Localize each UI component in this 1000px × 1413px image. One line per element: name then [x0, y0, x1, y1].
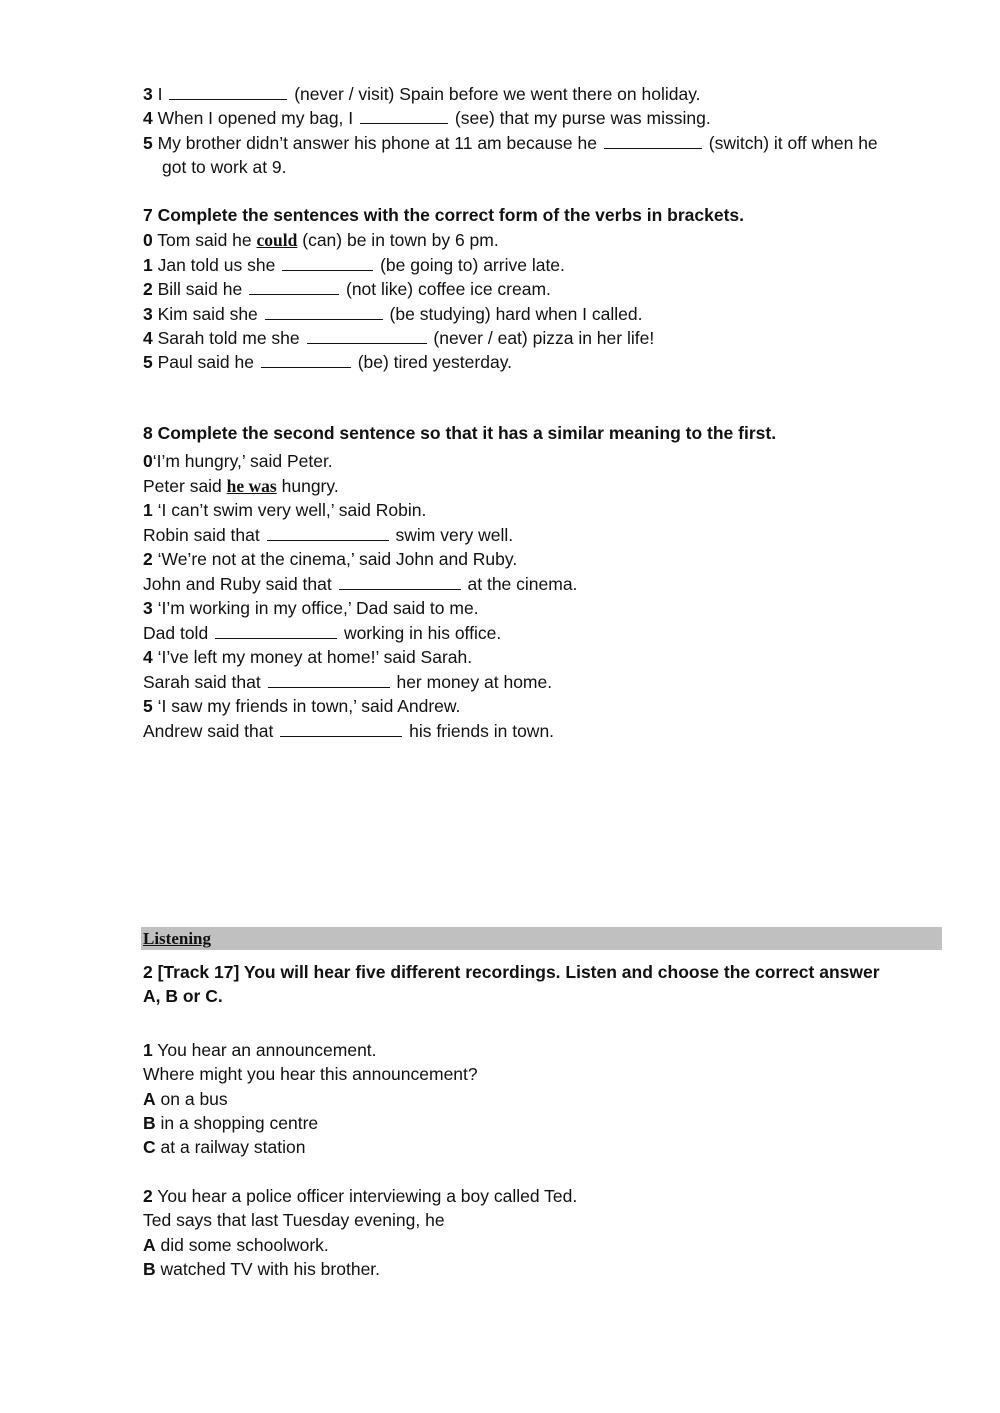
option-c[interactable]: [143, 1136, 305, 1158]
option-letter: A: [143, 1235, 156, 1255]
ex7-example: [143, 229, 499, 251]
item-number: 2: [143, 279, 153, 299]
item-text: Kim said she: [157, 304, 258, 324]
ex8-item-1-rewrite: [143, 524, 513, 546]
example-answer: he was: [226, 476, 277, 496]
answer-blank[interactable]: [169, 84, 287, 100]
item-number: 0: [143, 451, 153, 471]
option-letter: C: [143, 1137, 156, 1157]
item-text: My brother didn’t answer his phone at 11 am because he: [157, 133, 597, 153]
ex8-item-5-quote: [143, 695, 460, 717]
listening-title-line-2: A, B or C.: [143, 986, 223, 1006]
item-number: 3: [143, 84, 153, 104]
item-number: 2: [143, 549, 153, 569]
ex6-item-4: [143, 107, 711, 129]
item-number: 1: [143, 255, 153, 275]
ex6-item-5: [143, 132, 878, 154]
listening-q1-question: Where might you hear this announcement?: [143, 1064, 478, 1084]
listening-q2: [143, 1185, 577, 1207]
listening-heading-bar: [141, 927, 942, 950]
ex8-item-3-rewrite: [143, 622, 501, 644]
item-text: When I opened my bag, I: [157, 108, 354, 128]
quote-text: ‘I’ve left my money at home!’ said Sarah.: [157, 647, 473, 667]
item-hint: (be going to) arrive late.: [380, 255, 565, 275]
item-number: 3: [143, 304, 153, 324]
answer-blank[interactable]: [282, 255, 373, 271]
answer-blank[interactable]: [267, 525, 389, 541]
example-answer: could: [256, 230, 298, 250]
item-text: Dad told: [143, 623, 209, 643]
item-number: 5: [143, 133, 153, 153]
item-text: Jan told us she: [157, 255, 276, 275]
item-hint: (see) that my purse was missing.: [454, 108, 711, 128]
ex8-title: 8 Complete the second sentence so that it has a similar meaning to the first.: [143, 423, 777, 443]
item-hint: (switch) it off when he: [708, 133, 878, 153]
item-text: hungry.: [281, 476, 339, 496]
item-hint: (be) tired yesterday.: [357, 352, 513, 372]
item-hint: (be studying) hard when I called.: [389, 304, 643, 324]
item-text: John and Ruby said that: [143, 574, 332, 594]
option-b[interactable]: [143, 1258, 380, 1280]
item-text: at the cinema.: [467, 574, 578, 594]
answer-blank[interactable]: [215, 623, 337, 639]
ex7-item-4: [143, 327, 654, 349]
option-text: did some schoolwork.: [160, 1235, 329, 1255]
ex8-example-rewrite: [143, 475, 339, 497]
answer-blank[interactable]: [604, 133, 702, 149]
option-letter: B: [143, 1259, 156, 1279]
item-number: 2: [143, 1186, 153, 1206]
item-text: working in his office.: [343, 623, 502, 643]
item-text: Robin said that: [143, 525, 260, 545]
item-number: 4: [143, 647, 153, 667]
ex6-item-3: [143, 83, 701, 105]
answer-blank[interactable]: [268, 672, 390, 688]
option-text: watched TV with his brother.: [160, 1259, 381, 1279]
answer-blank[interactable]: [339, 574, 461, 590]
listening-title-line-1: 2 [Track 17] You will hear five different recordings. Listen and choose the correct answer: [143, 962, 880, 982]
ex8-item-1-quote: [143, 499, 426, 521]
option-b[interactable]: [143, 1112, 318, 1134]
item-text: his friends in town.: [409, 721, 555, 741]
item-number: 4: [143, 328, 153, 348]
quote-text: ‘I can’t swim very well,’ said Robin.: [157, 500, 427, 520]
ex8-item-2-quote: [143, 548, 517, 570]
item-text: I: [157, 84, 163, 104]
item-number: 5: [143, 352, 153, 372]
ex6-item-5-continued: got to work at 9.: [162, 157, 287, 177]
item-text: Tom said he: [157, 230, 252, 250]
listening-q2-question: Ted says that last Tuesday evening, he: [143, 1210, 445, 1230]
question-text: You hear a police officer interviewing a boy called Ted.: [157, 1186, 578, 1206]
item-text: Sarah said that: [143, 672, 261, 692]
option-letter: A: [143, 1089, 156, 1109]
option-text: in a shopping centre: [160, 1113, 319, 1133]
ex8-item-3-quote: [143, 597, 479, 619]
quote-text: ‘We’re not at the cinema,’ said John and Ruby.: [157, 549, 518, 569]
item-text: Peter said: [143, 476, 222, 496]
item-hint: (never / eat) pizza in her life!: [433, 328, 655, 348]
quote-text: ‘I’m hungry,’ said Peter.: [152, 451, 333, 471]
ex7-item-2: [143, 278, 551, 300]
item-number: 0: [143, 230, 153, 250]
option-a[interactable]: [143, 1234, 329, 1256]
option-text: at a railway station: [160, 1137, 306, 1157]
item-text: Bill said he: [157, 279, 243, 299]
item-text: her money at home.: [396, 672, 553, 692]
answer-blank[interactable]: [280, 721, 402, 737]
quote-text: ‘I’m working in my office,’ Dad said to me.: [157, 598, 479, 618]
item-number: 4: [143, 108, 153, 128]
item-number: 3: [143, 598, 153, 618]
item-number: 5: [143, 696, 153, 716]
listening-heading: Listening: [143, 929, 212, 948]
ex8-item-4-rewrite: [143, 671, 552, 693]
listening-q1: [143, 1039, 377, 1061]
item-text: Sarah told me she: [157, 328, 300, 348]
ex7-item-5: [143, 351, 512, 373]
item-text: Andrew said that: [143, 721, 274, 741]
item-hint: (not like) coffee ice cream.: [346, 279, 551, 299]
answer-blank[interactable]: [265, 304, 383, 320]
item-text: swim very well.: [395, 525, 514, 545]
item-text: Paul said he: [157, 352, 254, 372]
item-hint: (can) be in town by 6 pm.: [302, 230, 499, 250]
ex8-item-2-rewrite: [143, 573, 577, 595]
ex8-item-4-quote: [143, 646, 472, 668]
item-hint: (never / visit) Spain before we went there on holiday.: [294, 84, 701, 104]
answer-blank[interactable]: [307, 328, 427, 344]
option-text: on a bus: [160, 1089, 228, 1109]
option-letter: B: [143, 1113, 156, 1133]
answer-blank[interactable]: [261, 352, 351, 368]
item-number: 1: [143, 1040, 153, 1060]
ex8-example-quote: [143, 450, 333, 472]
item-number: 1: [143, 500, 153, 520]
ex8-item-5-rewrite: [143, 720, 554, 742]
answer-blank[interactable]: [249, 279, 339, 295]
quote-text: ‘I saw my friends in town,’ said Andrew.: [157, 696, 461, 716]
option-a[interactable]: [143, 1088, 228, 1110]
ex7-item-1: [143, 254, 565, 276]
answer-blank[interactable]: [360, 108, 448, 124]
ex7-title: 7 Complete the sentences with the correct form of the verbs in brackets.: [143, 205, 744, 225]
ex7-item-3: [143, 303, 642, 325]
question-text: You hear an announcement.: [157, 1040, 377, 1060]
